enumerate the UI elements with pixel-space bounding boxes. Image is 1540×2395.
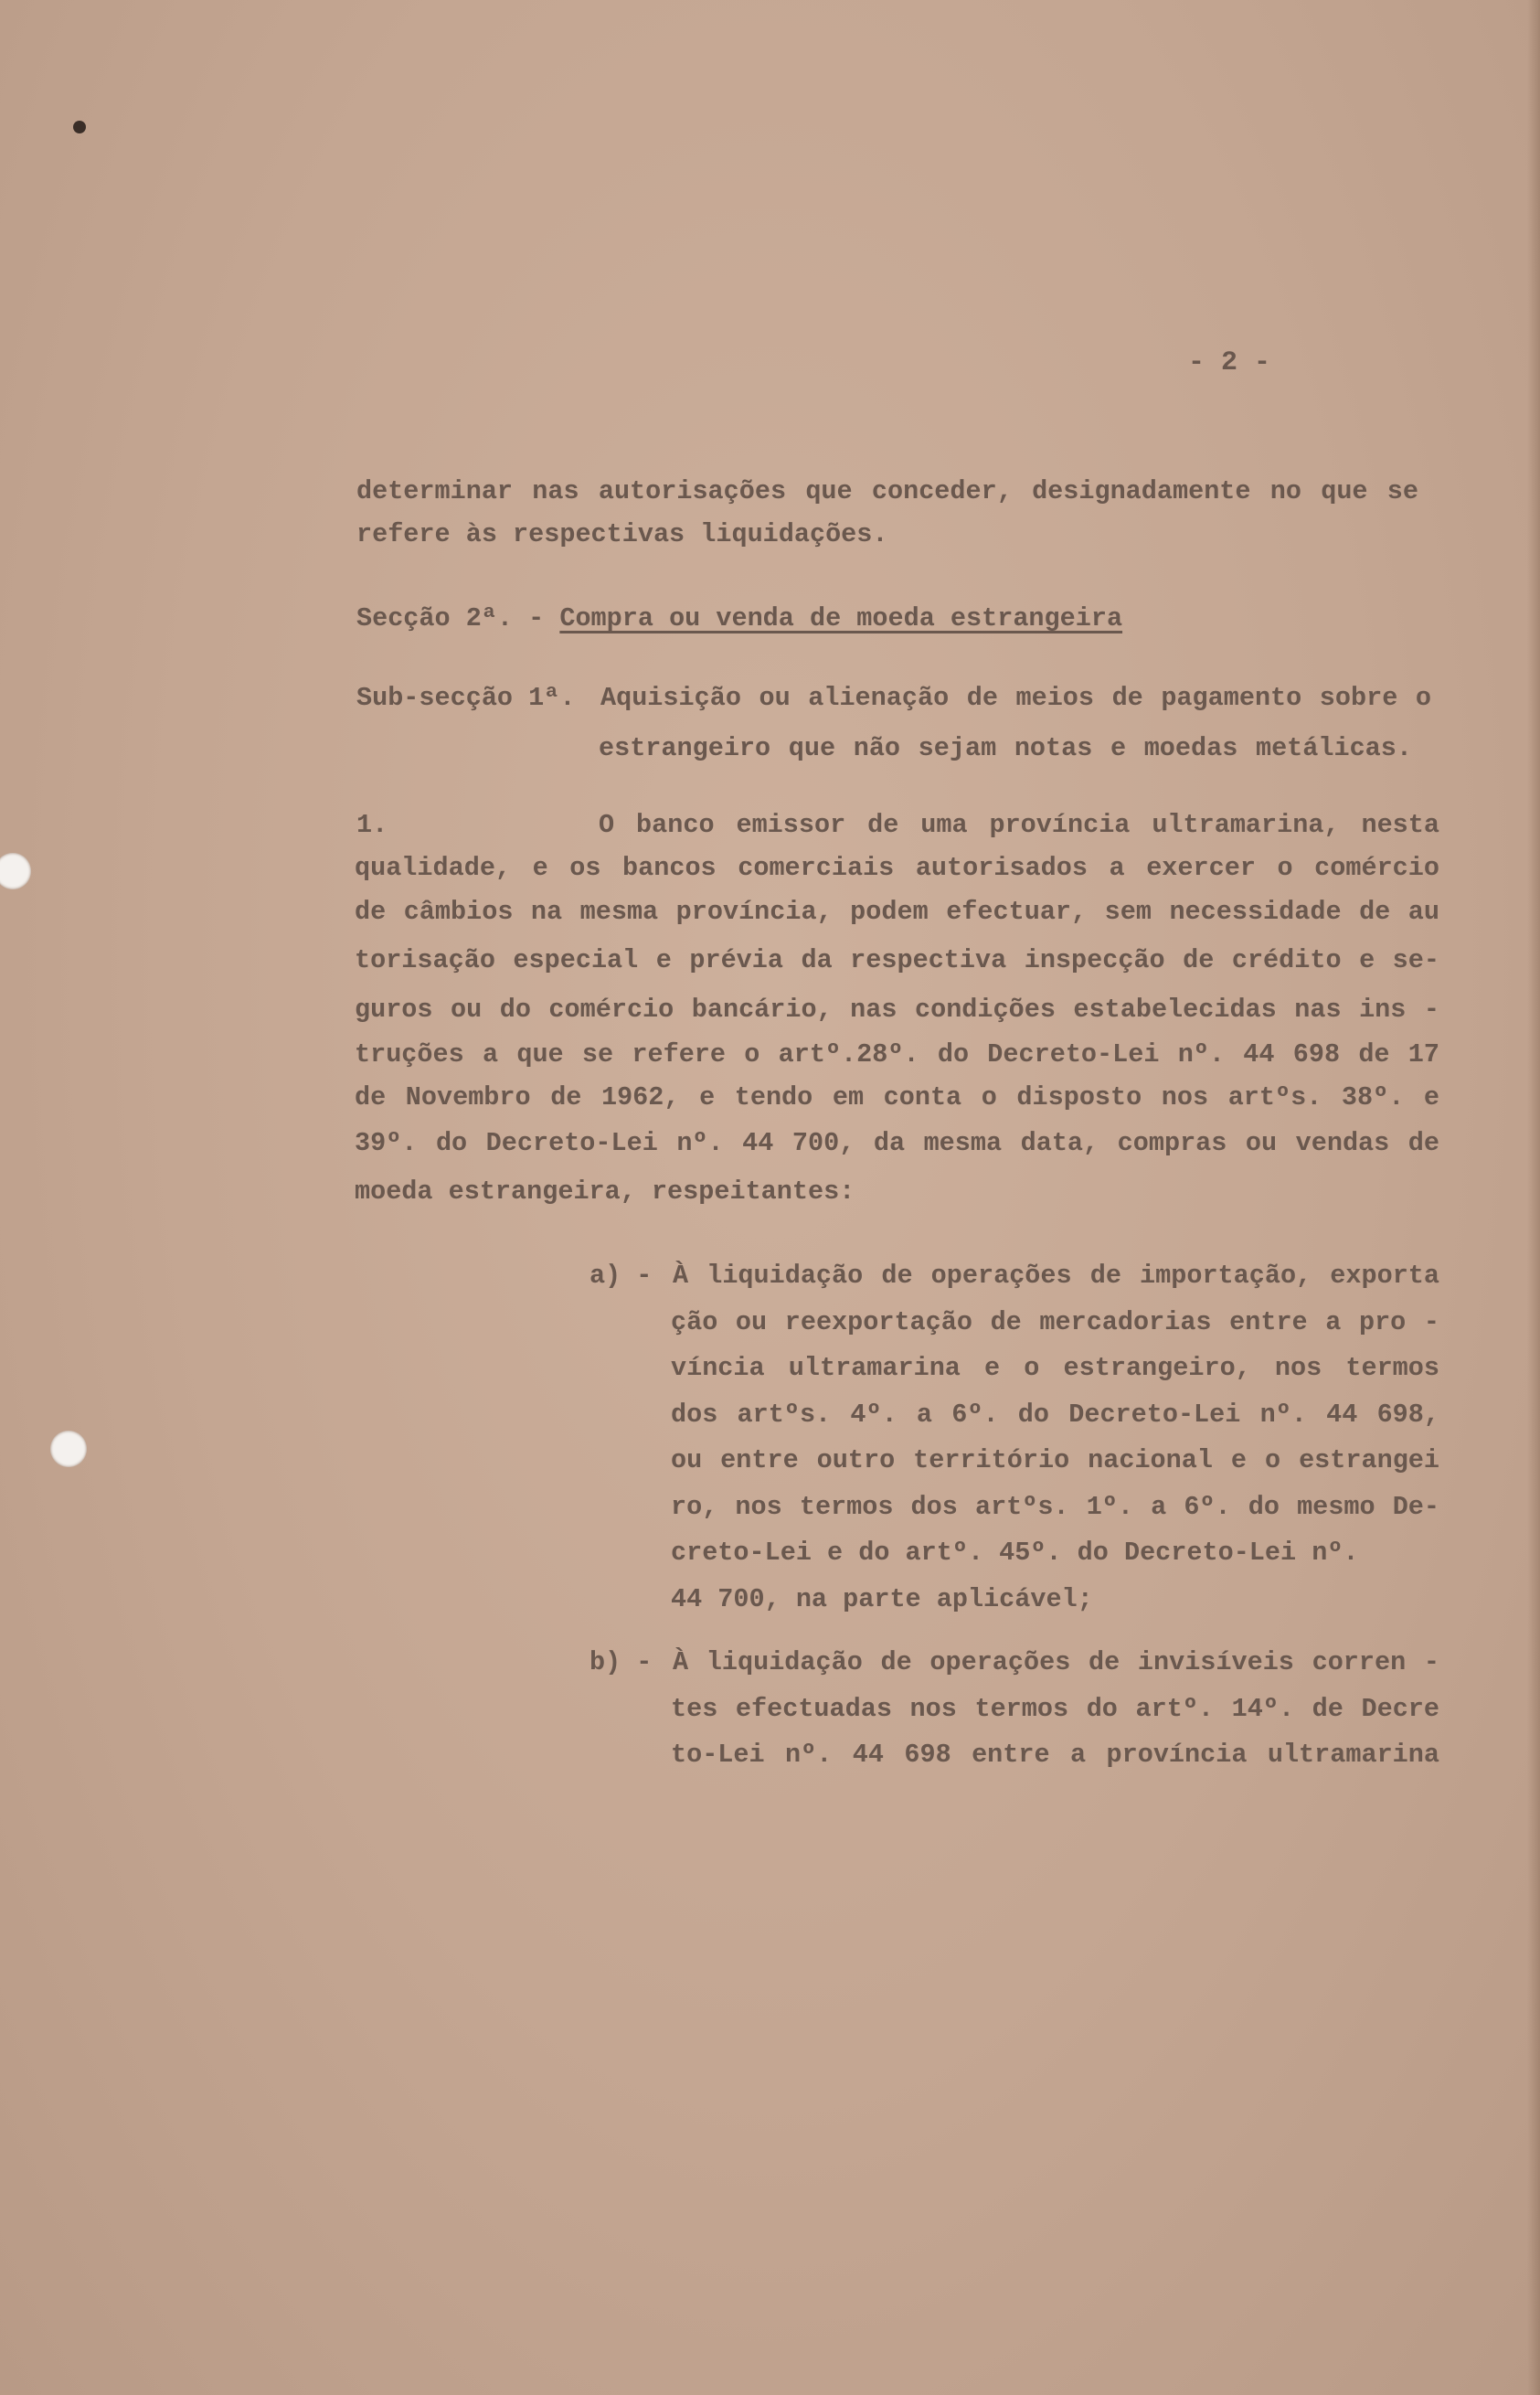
subsection-prefix: Sub-secção 1ª. xyxy=(356,683,576,713)
punch-hole-top xyxy=(0,853,31,889)
list-item-line: dos artºs. 4º. a 6º. do Decreto-Lei nº. 44 698, xyxy=(671,1399,1439,1430)
list-item-line: 44 700, na parte aplicável; xyxy=(671,1583,1093,1614)
list-item-label: a) - xyxy=(589,1261,653,1291)
paragraph-line: qualidade, e os bancos comerciais autorisados a exercer o comércio xyxy=(355,853,1439,883)
list-item-line: ou entre outro território nacional e o estrangei xyxy=(671,1445,1439,1475)
paragraph-line: moeda estrangeira, respeitantes: xyxy=(355,1176,855,1207)
paragraph-number: 1. xyxy=(356,810,388,840)
paragraph-line: truções a que se refere o artº.28º. do Decreto-Lei nº. 44 698 de 17 xyxy=(355,1039,1439,1070)
list-item-line: ção ou reexportação de mercadorias entre a pro - xyxy=(671,1306,1439,1337)
list-item-line: víncia ultramarina e o estrangeiro, nos termos xyxy=(671,1353,1439,1383)
list-item-line: À liquidação de operações de importação, exporta xyxy=(673,1261,1439,1291)
list-item-label: b) - xyxy=(589,1647,653,1677)
list-item-line: À liquidação de operações de invisíveis corren - xyxy=(673,1647,1439,1677)
paragraph-line: de Novembro de 1962, e tendo em conta o disposto nos artºs. 38º. e xyxy=(355,1082,1439,1112)
list-item-line: creto-Lei e do artº. 45º. do Decreto-Lei nº. xyxy=(671,1538,1359,1568)
text-line: determinar nas autorisações que conceder, designadamente no que se xyxy=(356,476,1418,506)
section-heading xyxy=(356,603,1122,634)
section-prefix: Secção 2ª. - xyxy=(356,603,560,633)
list-item-line: ro, nos termos dos artºs. 1º. a 6º. do mesmo De- xyxy=(671,1491,1439,1522)
list-item-line: tes efectuadas nos termos do artº. 14º. de Decre xyxy=(671,1693,1439,1724)
section-title: Compra ou venda de moeda estrangeira xyxy=(559,603,1123,633)
page-number: - 2 - xyxy=(1188,347,1271,378)
paragraph-line: 39º. do Decreto-Lei nº. 44 700, da mesma data, compras ou vendas de xyxy=(355,1128,1439,1158)
paragraph-line: de câmbios na mesma província, podem efectuar, sem necessidade de au xyxy=(355,897,1439,927)
paragraph-line: O banco emissor de uma província ultramarina, nesta xyxy=(599,810,1439,840)
subsection-title-line: estrangeiro que não sejam notas e moedas metálicas. xyxy=(599,733,1412,763)
subsection-title-line: Aquisição ou alienação de meios de pagamento sobre o xyxy=(600,683,1431,713)
paper-edge-shadow xyxy=(1527,0,1540,2395)
list-item-line: to-Lei nº. 44 698 entre a província ultramarina xyxy=(671,1740,1439,1770)
ink-spot xyxy=(73,121,86,133)
text-line: refere às respectivas liquidações. xyxy=(356,519,888,549)
paragraph-line: guros ou do comércio bancário, nas condições estabelecidas nas ins - xyxy=(355,995,1439,1025)
paragraph-line: torisação especial e prévia da respectiva inspecção de crédito e se- xyxy=(355,945,1439,975)
punch-hole-bottom xyxy=(50,1431,87,1467)
